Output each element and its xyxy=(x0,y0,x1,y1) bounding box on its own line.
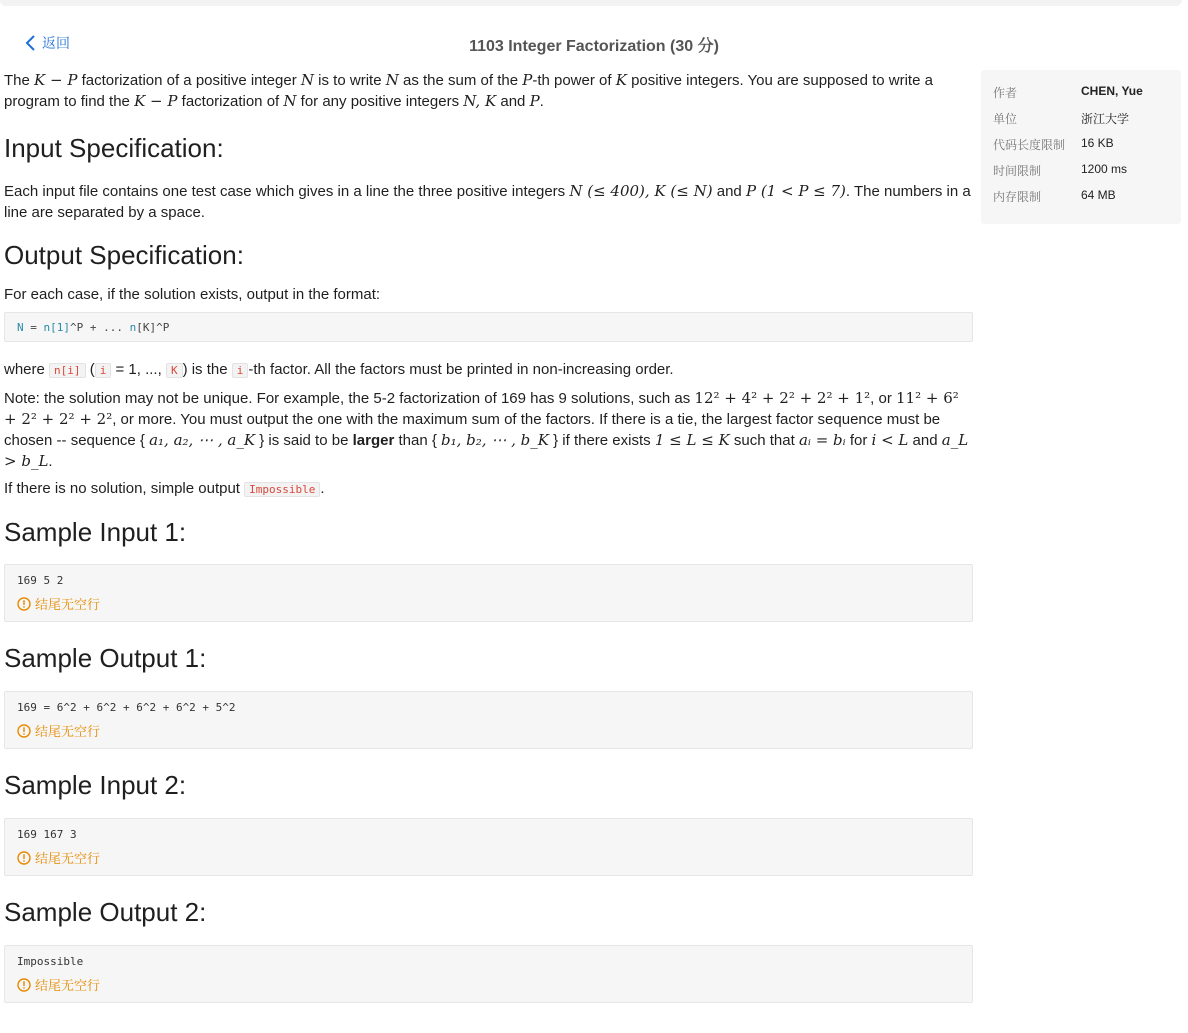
math: 12² + 4² + 2² + 2² + 1² xyxy=(694,389,871,407)
note-label: 结尾无空行 xyxy=(35,978,101,993)
info-value: 64 MB xyxy=(1081,188,1116,202)
math: N xyxy=(300,71,315,89)
info-value: CHEN, Yue xyxy=(1081,84,1143,98)
math: N xyxy=(385,71,399,89)
format-code-block xyxy=(4,312,973,342)
info-row-code-limit xyxy=(993,136,1173,156)
math: 11² + 6² + 2² + 2² + 2² xyxy=(4,389,959,428)
sample-heading: Sample Input 2: xyxy=(4,770,187,800)
info-row-organization xyxy=(993,110,1173,130)
problem-description xyxy=(4,70,973,1003)
math: P (1 < P ≤ 7) xyxy=(745,182,846,200)
text: for xyxy=(845,432,872,449)
math: i < L xyxy=(871,431,909,449)
math: aᵢ = bᵢ xyxy=(798,431,846,449)
back-label: 返回 xyxy=(42,35,70,51)
code-token: ^P + ... xyxy=(70,321,130,334)
math: N (≤ 400), K (≤ N) xyxy=(569,182,713,200)
info-key: 代码长度限制 xyxy=(993,138,1066,152)
text: , or xyxy=(870,390,896,407)
problem-info-panel xyxy=(981,70,1181,224)
text: factorization of a positive integer xyxy=(77,72,301,89)
inline-code: i xyxy=(95,363,112,378)
math: P xyxy=(522,71,533,89)
code-token: = xyxy=(23,321,44,334)
info-key: 作者 xyxy=(993,86,1018,100)
sample-block xyxy=(4,945,973,1003)
math: K − P xyxy=(34,71,78,89)
text: , or more. You must output the one with the maximum sum of the factors. If there is a tie, the largest factor sequence must be chosen -- sequence { xyxy=(4,411,941,449)
inline-code: i xyxy=(232,363,249,378)
sample-note xyxy=(17,975,960,994)
text: for any positive integers xyxy=(296,93,464,110)
text: factorization of xyxy=(177,93,284,110)
math: b₁, b₂, ⋯ , b_K xyxy=(441,431,549,449)
code-token: n[1] xyxy=(43,321,70,334)
input-spec-paragraph xyxy=(4,181,973,223)
text: and xyxy=(712,183,746,200)
warning-icon xyxy=(17,851,31,865)
sample-heading: Sample Output 2: xyxy=(4,897,207,927)
sample-heading: Sample Output 1: xyxy=(4,643,207,673)
text: } if there exists xyxy=(548,432,655,449)
text: } is said to be xyxy=(255,432,353,449)
text: positive integers. You are supposed to write a program to find the xyxy=(4,72,933,110)
where-paragraph xyxy=(4,359,973,381)
text: ( xyxy=(85,361,95,378)
code-token: n xyxy=(129,321,137,334)
inline-code: n[i] xyxy=(49,363,86,378)
text: . xyxy=(48,453,53,470)
info-row-time-limit xyxy=(993,162,1173,182)
math: a_L > b_L xyxy=(4,431,969,470)
math: N xyxy=(283,92,297,110)
code-token: [K]^P xyxy=(136,321,170,334)
warning-icon xyxy=(17,724,31,738)
output-spec-heading: Output Specification: xyxy=(4,240,244,270)
input-spec-heading: Input Specification: xyxy=(4,133,224,163)
text: is to write xyxy=(314,72,386,89)
info-key: 时间限制 xyxy=(993,164,1042,178)
text: where xyxy=(4,361,50,378)
sample-block xyxy=(4,818,973,876)
note-label: 结尾无空行 xyxy=(35,597,101,612)
sample-block xyxy=(4,564,973,622)
text: = 1, ..., xyxy=(111,361,166,378)
top-bar xyxy=(0,0,1182,6)
text: such that xyxy=(729,432,799,449)
note-label: 结尾无空行 xyxy=(35,851,101,866)
info-row-author xyxy=(993,84,1173,104)
info-key: 内存限制 xyxy=(993,190,1042,204)
sample-data: Impossible xyxy=(17,955,84,968)
sample-block xyxy=(4,691,973,749)
info-row-memory-limit xyxy=(993,188,1173,208)
sample-note xyxy=(17,721,960,740)
info-key: 单位 xyxy=(993,112,1018,126)
sample-note xyxy=(17,848,960,867)
warning-icon xyxy=(17,597,31,611)
page-title: 1103 Integer Factorization (30 分) xyxy=(469,38,719,55)
text: Note: the solution may not be unique. For example, the 5-2 factorization of 169 has 9 solutions, such as xyxy=(4,390,695,407)
text: . xyxy=(539,93,544,110)
text: -th factor. All the factors must be printed in non-increasing order. xyxy=(248,361,674,378)
bold-text: larger xyxy=(352,432,395,449)
text: than { xyxy=(394,432,442,449)
sample-note xyxy=(17,594,960,613)
code-token: N xyxy=(17,321,24,334)
text: -th power of xyxy=(532,72,616,89)
text: . xyxy=(320,480,325,497)
sample-data: 169 5 2 xyxy=(17,574,64,587)
math: P xyxy=(529,92,540,110)
math: N, K xyxy=(463,92,497,110)
text: If there is no solution, simple output xyxy=(4,480,245,497)
sample-data: 169 = 6^2 + 6^2 + 6^2 + 6^2 + 5^2 xyxy=(17,701,236,714)
format-intro: For each case, if the solution exists, output in the format: xyxy=(4,286,381,303)
text: and xyxy=(496,93,530,110)
text: ) is the xyxy=(182,361,232,378)
math: K xyxy=(615,71,627,89)
warning-icon xyxy=(17,978,31,992)
math: K − P xyxy=(134,92,178,110)
text: Each input file contains one test case which gives in a line the three positive integers xyxy=(4,183,570,200)
note-paragraph xyxy=(4,388,973,472)
sample-data: 169 167 3 xyxy=(17,828,77,841)
text: The xyxy=(4,72,35,89)
text: as the sum of the xyxy=(398,72,523,89)
info-value: 浙江大学 xyxy=(1081,112,1130,126)
text: and xyxy=(908,432,942,449)
inline-code: K xyxy=(166,363,183,378)
no-solution-paragraph xyxy=(4,478,973,500)
info-value: 16 KB xyxy=(1081,136,1114,150)
text: . The numbers in a line are separated by a space. xyxy=(4,183,971,221)
info-value: 1200 ms xyxy=(1081,162,1128,176)
sample-heading: Sample Input 1: xyxy=(4,517,187,547)
math: 1 ≤ L ≤ K xyxy=(654,431,730,449)
math: a₁, a₂, ⋯ , a_K xyxy=(149,431,256,449)
inline-code: Impossible xyxy=(244,482,320,497)
note-label: 结尾无空行 xyxy=(35,724,101,739)
intro-paragraph xyxy=(4,70,973,112)
